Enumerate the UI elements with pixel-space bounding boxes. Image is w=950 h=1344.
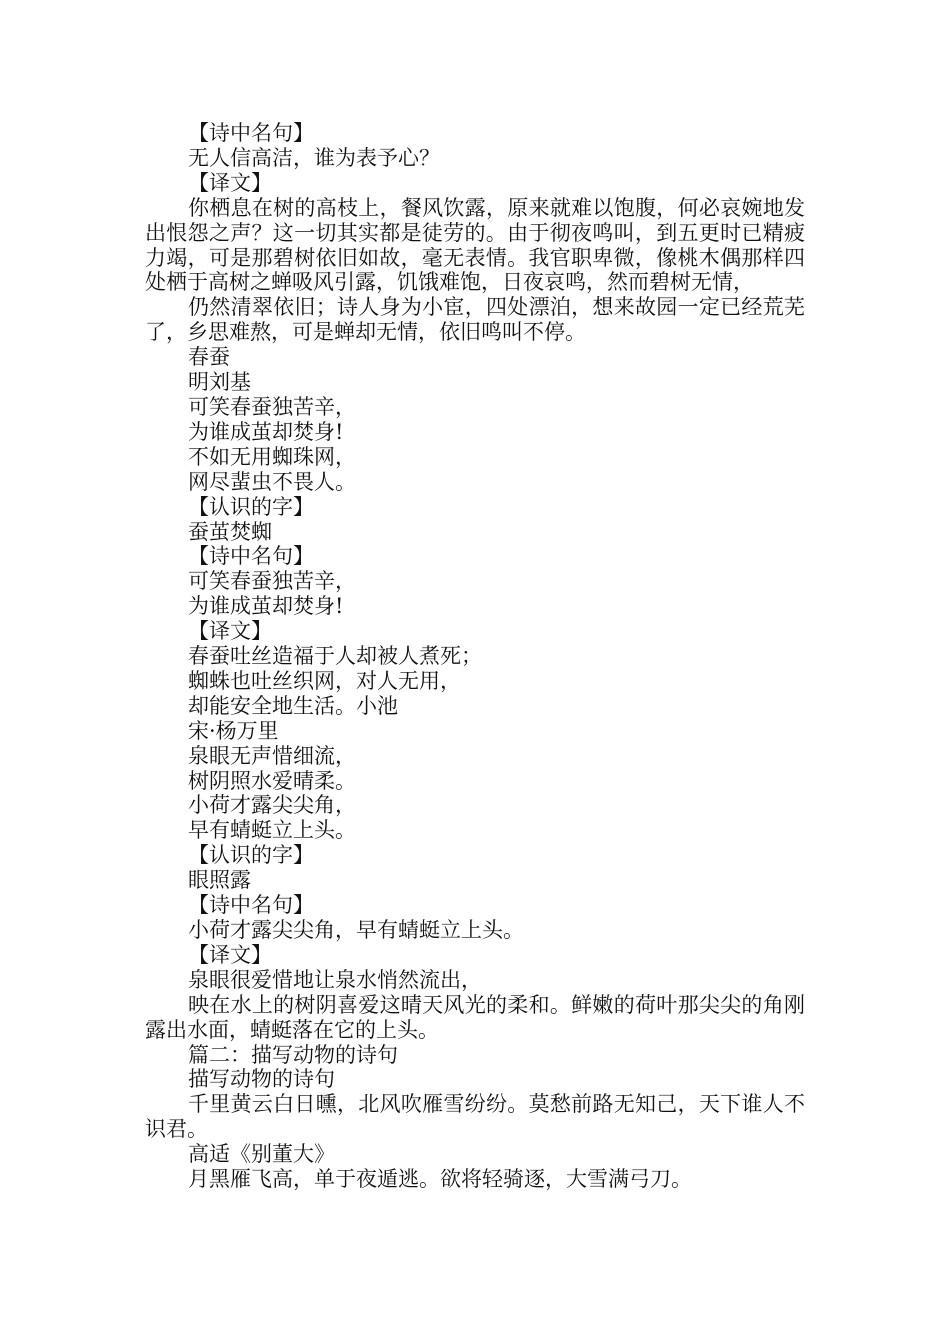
known-characters: 蚕茧焚蜘: [188, 519, 272, 544]
poem-paragraph: 千里黄云白日曛，北风吹雁雪纷纷。莫愁前路无知己，天下谁人不识君。: [145, 1092, 805, 1142]
poem-author: 宋·杨万里: [188, 718, 279, 743]
translation-line: 春蚕吐丝造福于人却被人煮死；: [188, 644, 482, 669]
heading-known-characters: 【认识的字】: [188, 843, 314, 868]
translation-line: 泉眼很爱惜地让泉水悄然流出，: [188, 967, 482, 992]
poem-line: 泉眼无声惜细流，: [188, 743, 356, 768]
translation-paragraph: 仍然清翠依旧；诗人身为小宦，四处漂泊，想来故园一定已经荒芜了，乡思难熬，可是蝉却无情，依旧鸣叫不停。: [145, 295, 805, 345]
poem-author: 明刘基: [188, 370, 251, 395]
poem-line: 网尽蜚虫不畏人。: [188, 469, 356, 494]
poem-title: 春蚕: [188, 345, 230, 370]
poem-paragraph: 月黑雁飞高，单于夜遁逃。欲将轻骑逐，大雪满弓刀。: [188, 1167, 692, 1192]
poem-line: 可笑春蚕独苦辛，: [188, 394, 356, 419]
famous-line: 为谁成茧却焚身!: [188, 594, 344, 619]
heading-known-characters: 【认识的字】: [188, 494, 314, 519]
famous-line: 可笑春蚕独苦辛，: [188, 569, 356, 594]
poem-line: 小荷才露尖尖角，: [188, 793, 356, 818]
heading-famous-lines: 【诗中名句】: [188, 893, 314, 918]
translation-paragraph: 映在水上的树阴喜爱这晴天风光的柔和。鲜嫩的荷叶那尖尖的角刚露出水面，蜻蜓落在它的上头。: [145, 992, 805, 1042]
poem-line: 树阴照水爱晴柔。: [188, 768, 356, 793]
known-characters: 眼照露: [188, 868, 251, 893]
poem-source: 高适《别董大》: [188, 1142, 335, 1167]
section-subheading: 描写动物的诗句: [188, 1067, 335, 1092]
document-body: [145, 121, 805, 1192]
section-heading: 篇二：描写动物的诗句: [188, 1042, 398, 1067]
translation-line: 蜘蛛也吐丝织网，对人无用，: [188, 668, 461, 693]
translation-paragraph: 你栖息在树的高枝上，餐风饮露，原来就难以饱腹，何必哀婉地发出恨怨之声？这一切其实都是徒劳的。由于彻夜鸣叫，到五更时已精疲力竭，可是那碧树依旧如故，毫无表情。我官职卑微，像桃木偶那样四处栖于高树之蝉吸风引露，饥饿难饱，日夜哀鸣，然而碧树无情，: [145, 195, 805, 295]
famous-line: 无人信高洁，谁为表予心？: [188, 145, 440, 170]
poem-line: 不如无用蜘珠网，: [188, 444, 356, 469]
poem-line: 早有蜻蜓立上头。: [188, 818, 356, 843]
famous-line: 小荷才露尖尖角，早有蜻蜓立上头。: [188, 918, 524, 942]
heading-translation: 【译文】: [188, 619, 272, 644]
heading-translation: 【译文】: [188, 942, 272, 967]
poem-line: 为谁成茧却焚身!: [188, 419, 344, 444]
heading-famous-lines: 【诗中名句】: [188, 121, 314, 145]
heading-translation: 【译文】: [188, 170, 272, 195]
heading-famous-lines: 【诗中名句】: [188, 544, 314, 569]
translation-line: 却能安全地生活。小池: [188, 693, 398, 718]
